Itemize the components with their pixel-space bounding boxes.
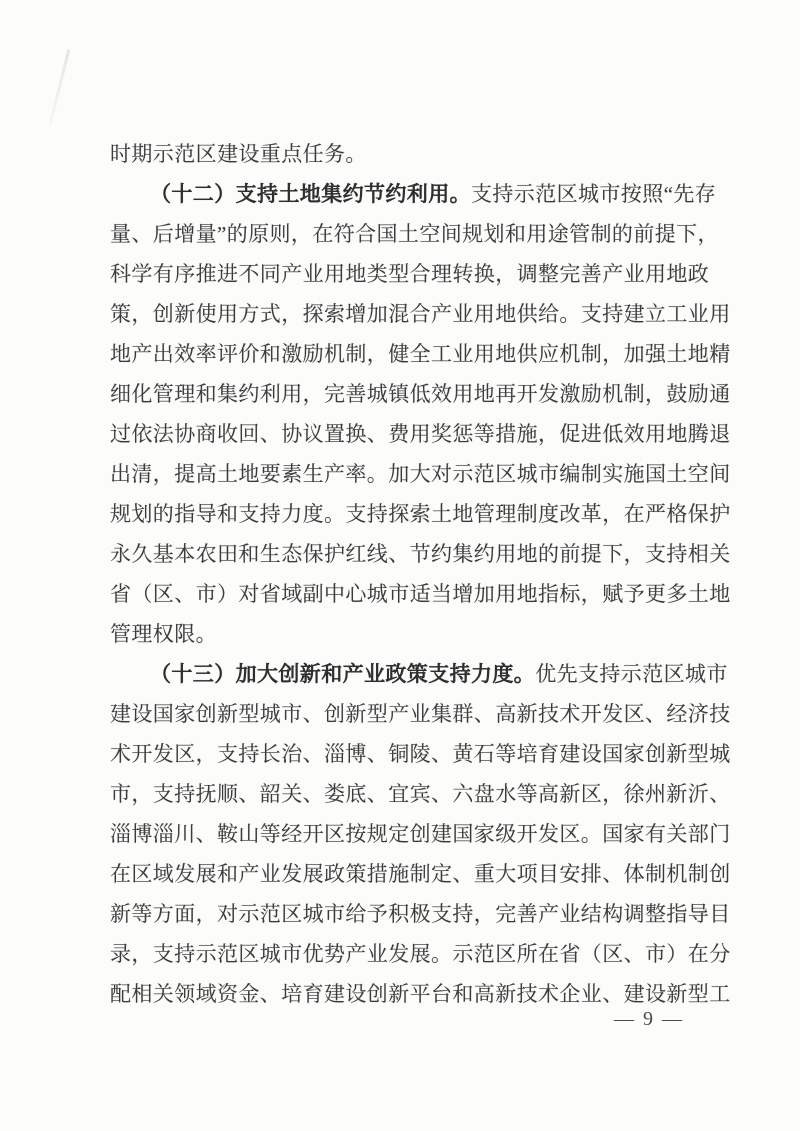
paragraph-text: 支持示范区城市按照“先存 bbox=[471, 182, 717, 206]
text-line bbox=[110, 334, 731, 374]
scan-artifact bbox=[49, 49, 71, 125]
text-line bbox=[110, 414, 731, 454]
text-line bbox=[110, 774, 731, 814]
paragraph-text: 永久基本农田和生态保护红线、节约集约用地的前提下，支持相关 bbox=[110, 542, 731, 566]
text-line bbox=[110, 854, 731, 894]
paragraph-text: 优先支持示范区城市 bbox=[535, 662, 728, 686]
text-line bbox=[110, 934, 731, 974]
paragraph-text: 地产出效率评价和激励机制，健全工业用地供应机制，加强土地精 bbox=[110, 342, 731, 366]
paragraph-text: 细化管理和集约利用，完善城镇低效用地再开发激励机制，鼓励通 bbox=[110, 382, 731, 406]
text-line bbox=[110, 454, 731, 494]
text-line bbox=[110, 494, 731, 534]
text-line bbox=[110, 374, 731, 414]
paragraph-heading: （十三）加大创新和产业政策支持力度。 bbox=[150, 662, 536, 686]
text-line bbox=[110, 814, 731, 854]
text-line bbox=[110, 654, 728, 694]
text-line bbox=[110, 254, 716, 294]
text-line bbox=[110, 734, 731, 774]
paragraph-text: 过依法协商收回、协议置换、费用奖惩等措施，促进低效用地腾退 bbox=[110, 422, 731, 446]
paragraph-text: 管理权限。 bbox=[110, 622, 217, 646]
paragraph-text: 配相关领域资金、培育建设创新平台和高新技术企业、建设新型工 bbox=[110, 982, 731, 1006]
paragraph-text: 市，支持抚顺、韶关、娄底、宜宾、六盘水等高新区，徐州新沂、 bbox=[110, 782, 731, 806]
text-line bbox=[110, 574, 731, 614]
text-line bbox=[110, 294, 731, 334]
paragraph-text: 科学有序推进不同产业用地类型合理转换，调整完善产业用地政 bbox=[110, 262, 710, 286]
paragraph-heading: （十二）支持土地集约节约利用。 bbox=[150, 182, 471, 206]
paragraph-text: 录，支持示范区城市优势产业发展。示范区所在省（区、市）在分 bbox=[110, 942, 731, 966]
text-line bbox=[110, 694, 731, 734]
paragraph-text: 术开发区，支持长治、淄博、铜陵、黄石等培育建设国家创新型城 bbox=[110, 742, 731, 766]
paragraph-text: 新等方面，对示范区城市给予积极支持，完善产业结构调整指导目 bbox=[110, 902, 731, 926]
paragraph-text: 省（区、市）对省域副中心城市适当增加用地指标，赋予更多土地 bbox=[110, 582, 731, 606]
text-line bbox=[110, 894, 731, 934]
paragraph-text: 规划的指导和支持力度。支持探索土地管理制度改革，在严格保护 bbox=[110, 502, 731, 526]
text-line bbox=[110, 534, 731, 574]
page-number: — 9 — bbox=[614, 1008, 684, 1030]
text-line bbox=[110, 134, 716, 174]
document-body bbox=[110, 134, 731, 1014]
paragraph-text: 时期示范区建设重点任务。 bbox=[110, 142, 367, 166]
text-line bbox=[110, 174, 716, 214]
text-line bbox=[110, 614, 716, 654]
paragraph-text: 建设国家创新型城市、创新型产业集群、高新技术开发区、经济技 bbox=[110, 702, 731, 726]
paragraph-text: 量、后增量”的原则，在符合国土空间规划和用途管制的前提下， bbox=[110, 222, 719, 246]
text-line bbox=[110, 214, 719, 254]
paragraph-text: 策，创新使用方式，探索增加混合产业用地供给。支持建立工业用 bbox=[110, 302, 731, 326]
paragraph-text: 淄博淄川、鞍山等经开区按规定创建国家级开发区。国家有关部门 bbox=[110, 822, 731, 846]
paragraph-text: 在区域发展和产业发展政策措施制定、重大项目安排、体制机制创 bbox=[110, 862, 731, 886]
paragraph-text: 出清，提高土地要素生产率。加大对示范区城市编制实施国土空间 bbox=[110, 462, 731, 486]
